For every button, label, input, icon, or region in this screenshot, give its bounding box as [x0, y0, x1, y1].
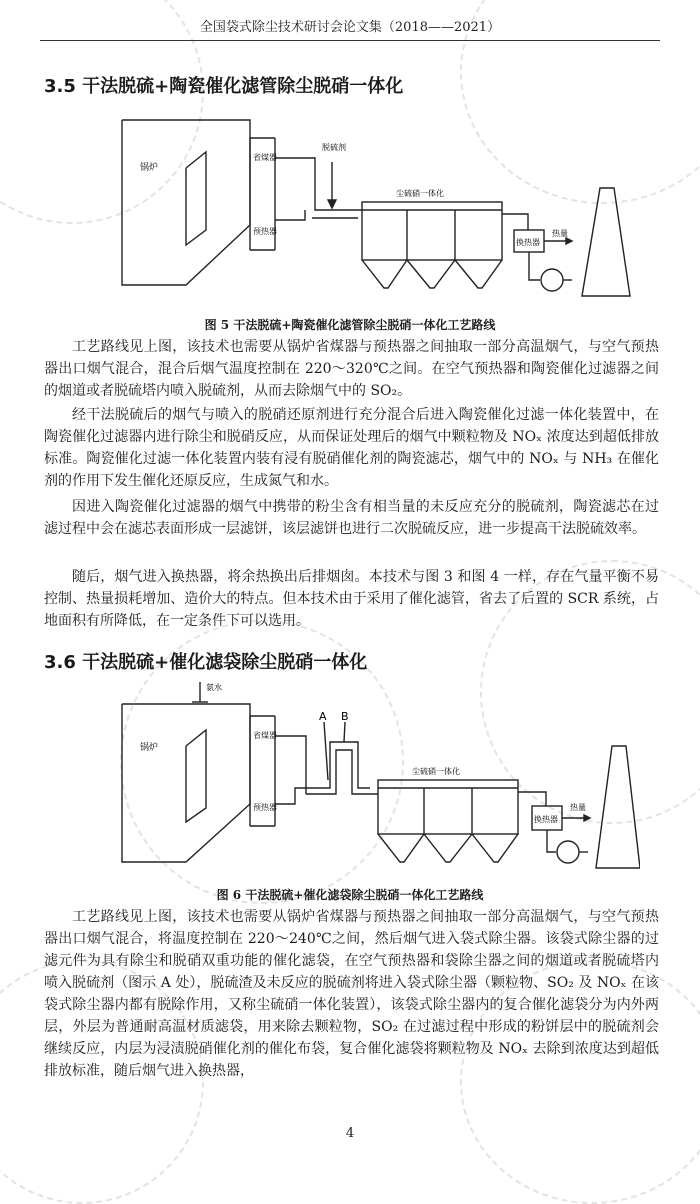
- label-heat-exchanger: 换热器: [516, 238, 540, 247]
- section-heading: 3.6 干法脱硫+催化滤袋除尘脱硝一体化: [44, 652, 368, 673]
- paragraph: 工艺路线见上图，该技术也需要从锅炉省煤器与预热器之间抽取一部分高温烟气，与空气预热器出口烟气混合，将温度控制在 220～240℃之间，然后烟气进入袋式除尘器。该袋式除尘器的过滤元件为具有除尘和脱硝双重功能的催化滤袋，在空气预热器和袋除尘器之间的烟道或者脱硫塔内喷入脱硫剂（图示 A 处），脱硫渣及未反应的脱硫剂将进入袋式除尘器（颗粒物、SO₂ 及 NOₓ 在该袋式除尘器内都有脱除作用，又称尘硫硝一体化装置），该袋式除尘器内的复合催化滤袋分为内外两层，外层为普通耐高温材质滤袋，用来除去颗粒物，SO₂ 在过滤过程中形成的粉饼层中的脱硫剂会继续反应，内层为浸渍脱硝催化剂的催化布袋，复合催化滤袋将颗粒物及 NOₓ 去除到浓度达到超低排放标准，随后烟气进入换热器，: [44, 909, 659, 1079]
- label-boiler: 锅炉: [140, 163, 159, 173]
- injection-a-line: [324, 722, 328, 780]
- outlet-duct: [502, 214, 528, 230]
- hx-to-fan: [547, 830, 556, 852]
- main-duct: [275, 742, 370, 804]
- label-preheater: 预热器: [253, 803, 277, 812]
- injection-b-line: [344, 722, 345, 742]
- label-economizer: 省煤器: [253, 731, 277, 740]
- boiler-inner-baffle: [186, 730, 206, 822]
- paragraph: 经干法脱硫后的烟气与喷入的脱硝还原剂进行充分混合后进入陶瓷催化过滤一体化装置中，在陶瓷催化过滤器内进行除尘和脱硝反应，从而保证处理后的烟气中颗粒物及 NOₓ 浓度达到超低排放标准。陶瓷催化过滤一体化装置内装有浸有脱硝催化剂的陶瓷滤芯，烟气中的 NOₓ 与 NH₃ 在催化剂的作用下发生催化还原反应，生成氮气和水。: [44, 407, 659, 489]
- process-diagram-figure-5: [100, 110, 640, 308]
- label-integrated: 尘硫硝一体化: [412, 767, 460, 776]
- injection-arrow: [328, 200, 336, 208]
- label-boiler: 锅炉: [140, 743, 159, 753]
- figure-caption: 图 5 干法脱硫+陶瓷催化滤管除尘脱硝一体化工艺路线: [204, 318, 496, 332]
- label-economizer: 省煤器: [253, 153, 277, 162]
- fan: [557, 841, 579, 863]
- hopper-1: [378, 834, 424, 862]
- label-heat-exchanger: 换热器: [534, 815, 558, 824]
- main-duct: [275, 210, 305, 220]
- chimney: [596, 746, 640, 868]
- figure-caption: 图 6 干法脱硫+催化滤袋除尘脱硝一体化工艺路线: [216, 888, 484, 902]
- fan: [541, 269, 563, 291]
- paragraph: 随后，烟气进入换热器，将余热换出后排烟囱。本技术与图 3 和图 4 一样，存在气量平衡不易控制、热量损耗增加、造价大的特点。但本技术由于采用了催化滤管，省去了后置的 SCR 系统，占地面积有所降低，在一定条件下可以选用。: [44, 569, 659, 629]
- label-point-b: B: [341, 710, 349, 723]
- label-desulfurizer: 脱硫剂: [322, 143, 346, 152]
- bypass-duct: [275, 736, 306, 794]
- section-heading: 3.5 干法脱硫+陶瓷催化滤管除尘脱硝一体化: [44, 76, 404, 97]
- label-heat: 热量: [552, 229, 568, 238]
- label-ammonia: 氨水: [206, 683, 222, 692]
- label-preheater: 预热器: [253, 227, 277, 236]
- outlet-duct: [518, 792, 546, 806]
- chimney: [582, 188, 630, 296]
- page-number: 4: [345, 1126, 355, 1141]
- hopper-3: [455, 260, 502, 288]
- hopper-1: [362, 260, 407, 288]
- hopper-3: [472, 834, 518, 862]
- running-header: 全国袋式除尘技术研讨会论文集（2018——2021）: [40, 18, 660, 41]
- hopper-2: [424, 834, 472, 862]
- bypass-duct: [275, 158, 362, 210]
- label-integrated: 尘硫硝一体化: [396, 189, 444, 198]
- hx-to-fan: [529, 252, 540, 280]
- label-heat: 热量: [570, 803, 586, 812]
- process-diagram-figure-6: [100, 676, 640, 876]
- paragraph: 因进入陶瓷催化过滤器的烟气中携带的粉尘含有相当量的未反应充分的脱硫剂，陶瓷滤芯在过滤过程中会在滤芯表面形成一层滤饼，该层滤饼也进行二次脱硫反应，进一步提高干法脱硫效率。: [44, 499, 659, 537]
- boiler-inner-baffle: [186, 152, 206, 245]
- hopper-2: [407, 260, 455, 288]
- label-point-a: A: [319, 710, 327, 723]
- paragraph: 工艺路线见上图，该技术也需要从锅炉省煤器与预热器之间抽取一部分高温烟气，与空气预热器出口烟气混合，混合后烟气温度控制在 220～320℃之间。在空气预热器和陶瓷催化过滤器之间的烟道或者脱硫塔内喷入脱硫剂，从而去除烟气中的 SO₂。: [44, 339, 659, 399]
